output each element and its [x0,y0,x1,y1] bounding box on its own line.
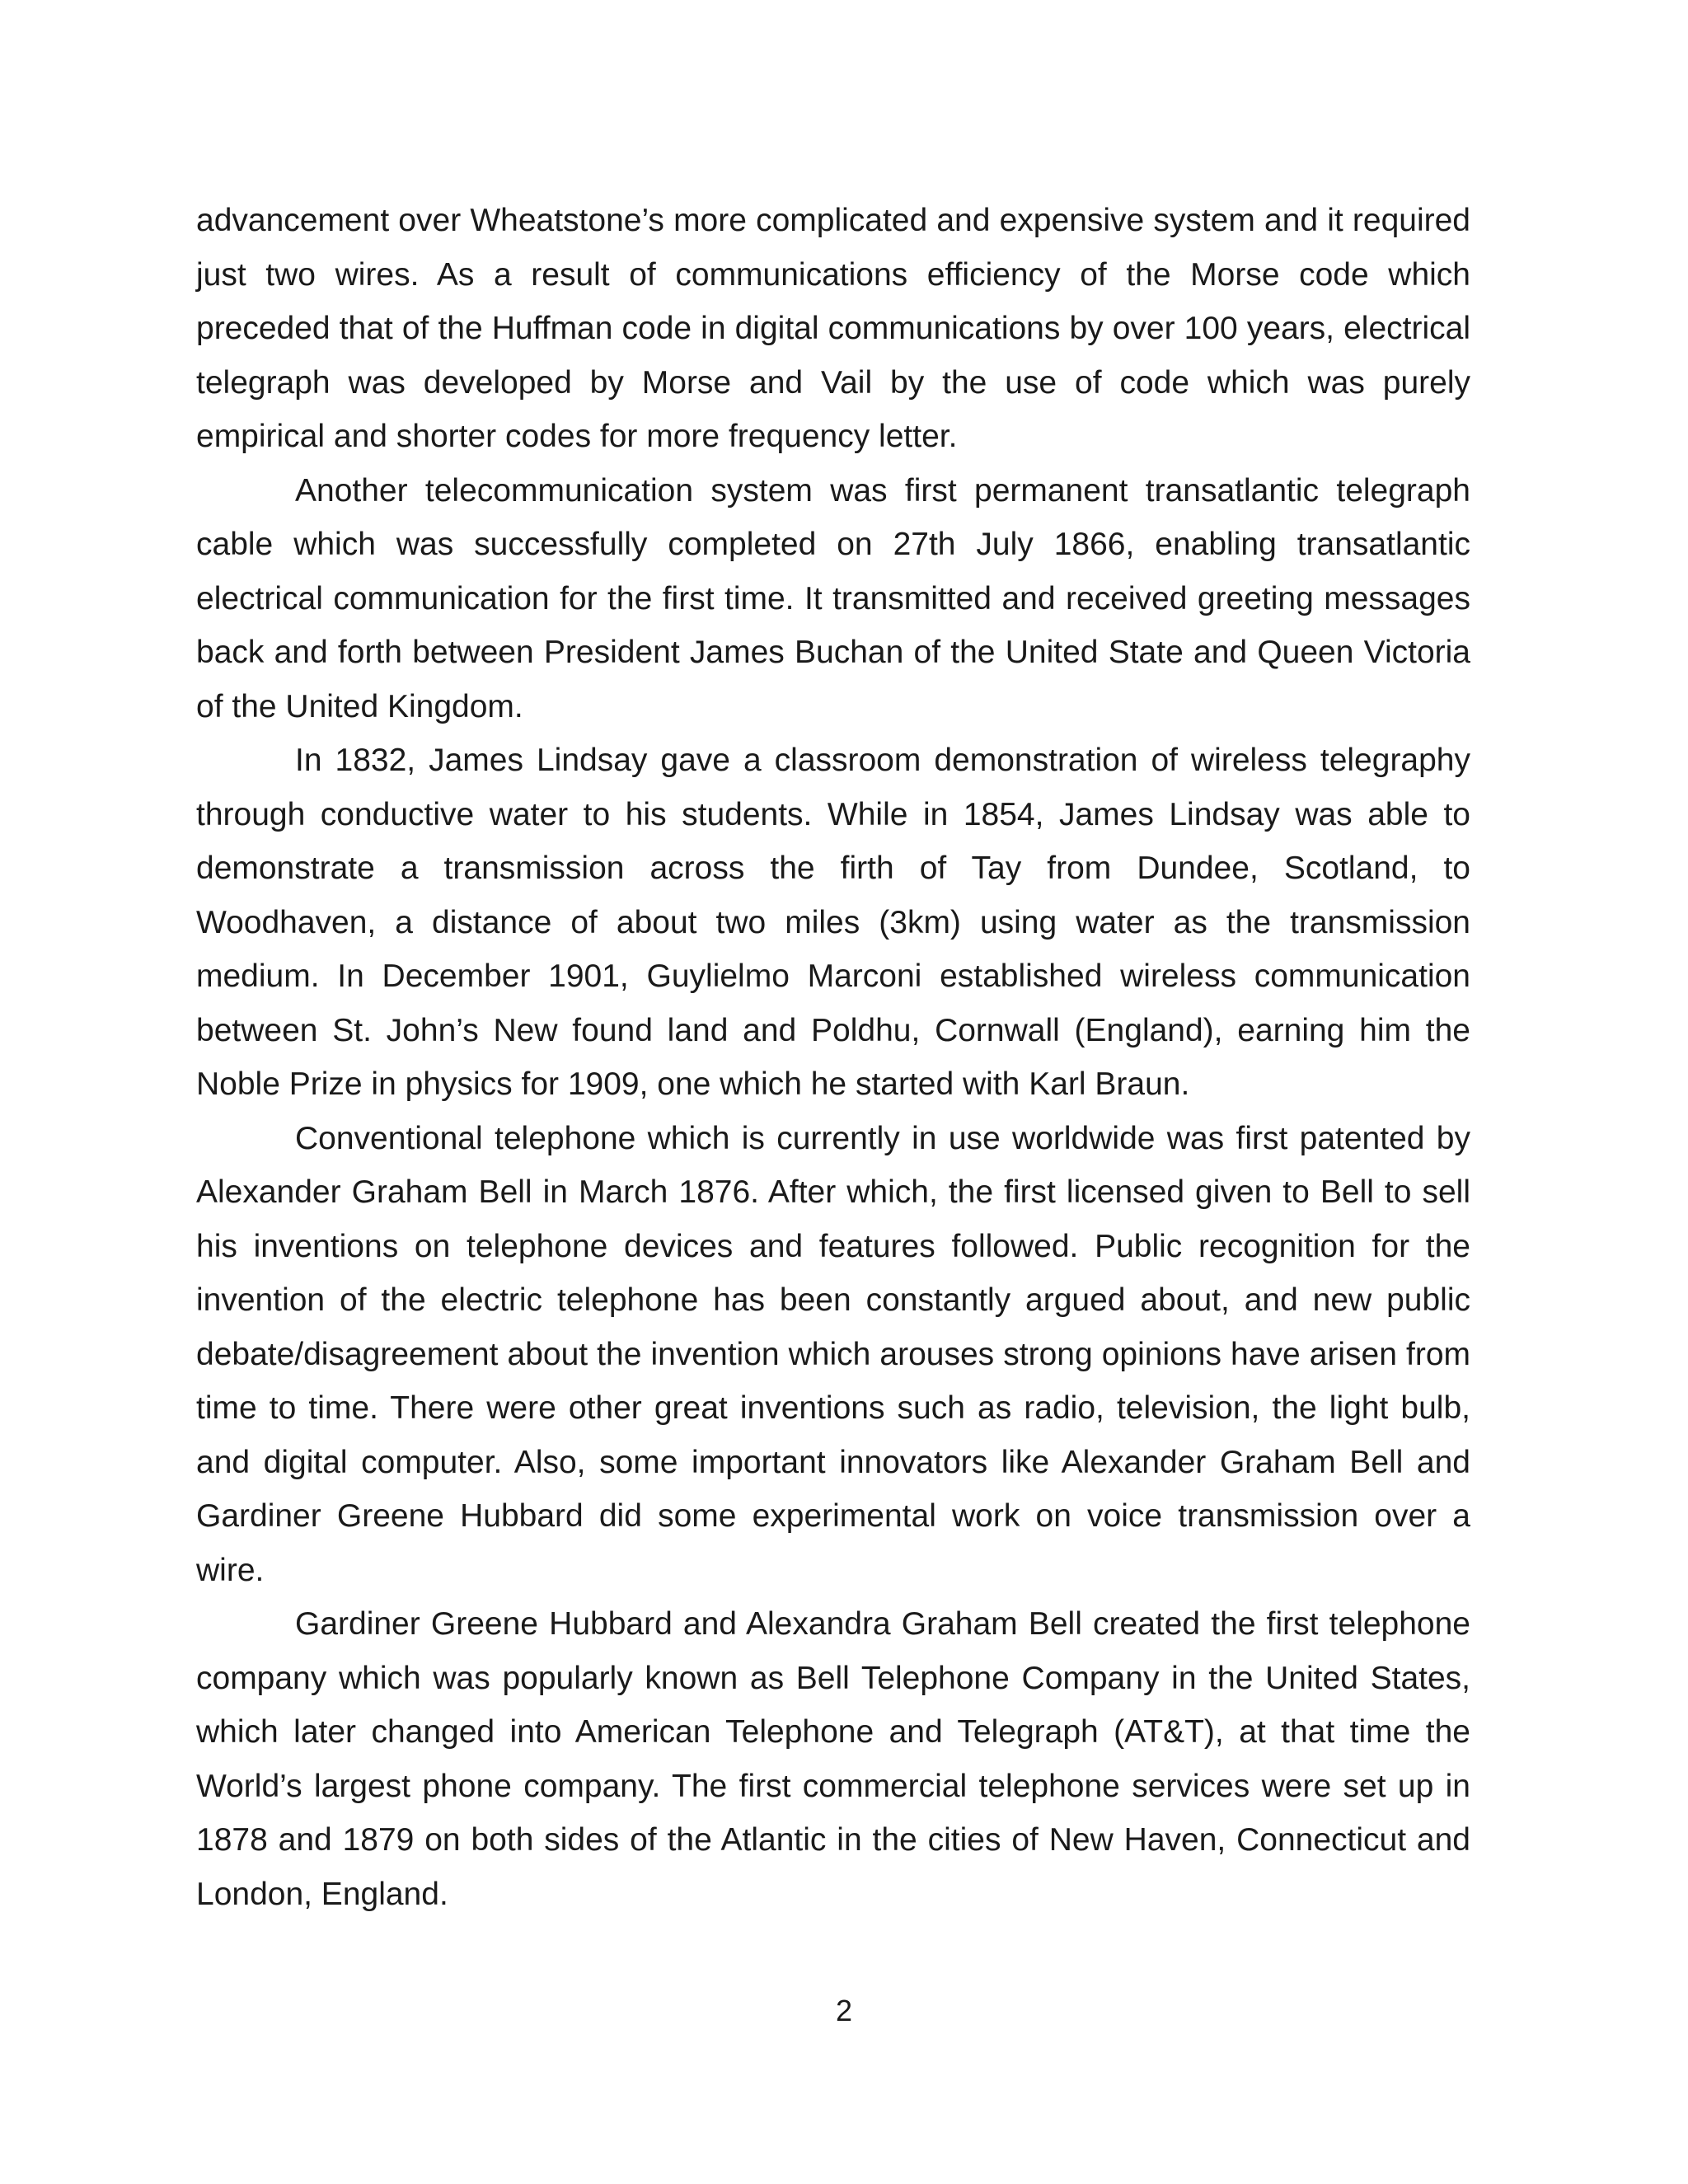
paragraph-continuation: advancement over Wheatstone’s more complicated and expensive system and it required just two wires. As a result of communications efficiency of the Morse code which preceded that of the Huffman code in digital communications by over 100 years, electrical telegraph was developed by Morse and Vail by the use of code which was purely empirical and shorter codes for more frequency letter. [196,203,1470,454]
paragraph-wireless-telegraphy: In 1832, James Lindsay gave a classroom demonstration of wireless telegraphy through conductive water to his students. While in 1854, James Lindsay was able to demonstrate a transmission across the firth of Tay from Dundee, Scotland, to Woodhaven, a distance of about two miles (3km) using water as the transmission medium. In December 1901, Guylielmo Marconi established wireless communication between St. John’s New found land and Poldhu, Cornwall (England), earning him the Noble Prize in physics for 1909, one which he started with Karl Braun. [196,743,1470,1102]
body-text [196,194,1470,1921]
page-number: 2 [835,1994,853,2027]
paragraph-bell-telephone-company: Gardiner Greene Hubbard and Alexandra Graham Bell created the first telephone company which was popularly known as Bell Telephone Company in the United States, which later changed into American Telephone and Telegraph (AT&T), at that time the World’s largest phone company. The first commercial telephone services were set up in 1878 and 1879 on both sides of the Atlantic in the cities of New Haven, Connecticut and London, England. [196,1606,1470,1912]
paragraph-conventional-telephone: Conventional telephone which is currently in use worldwide was first patented by Alexander Graham Bell in March 1876. After which, the first licensed given to Bell to sell his inventions on telephone devices and features followed. Public recognition for the invention of the electric telephone has been constantly argued about, and new public debate/disagreement about the invention which arouses strong opinions have arisen from time to time. There were other great inventions such as radio, television, the light bulb, and digital computer. Also, some important innovators like Alexander Graham Bell and Gardiner Greene Hubbard did some experimental work on voice transmission over a wire. [196,1120,1470,1588]
paragraph-transatlantic-cable: Another telecommunication system was first permanent transatlantic telegraph cable which was successfully completed on 27th July 1866, enabling transatlantic electrical communication for the first time. It transmitted and received greeting messages back and forth between President James Buchan of the United State and Queen Victoria of the United Kingdom. [196,472,1470,724]
